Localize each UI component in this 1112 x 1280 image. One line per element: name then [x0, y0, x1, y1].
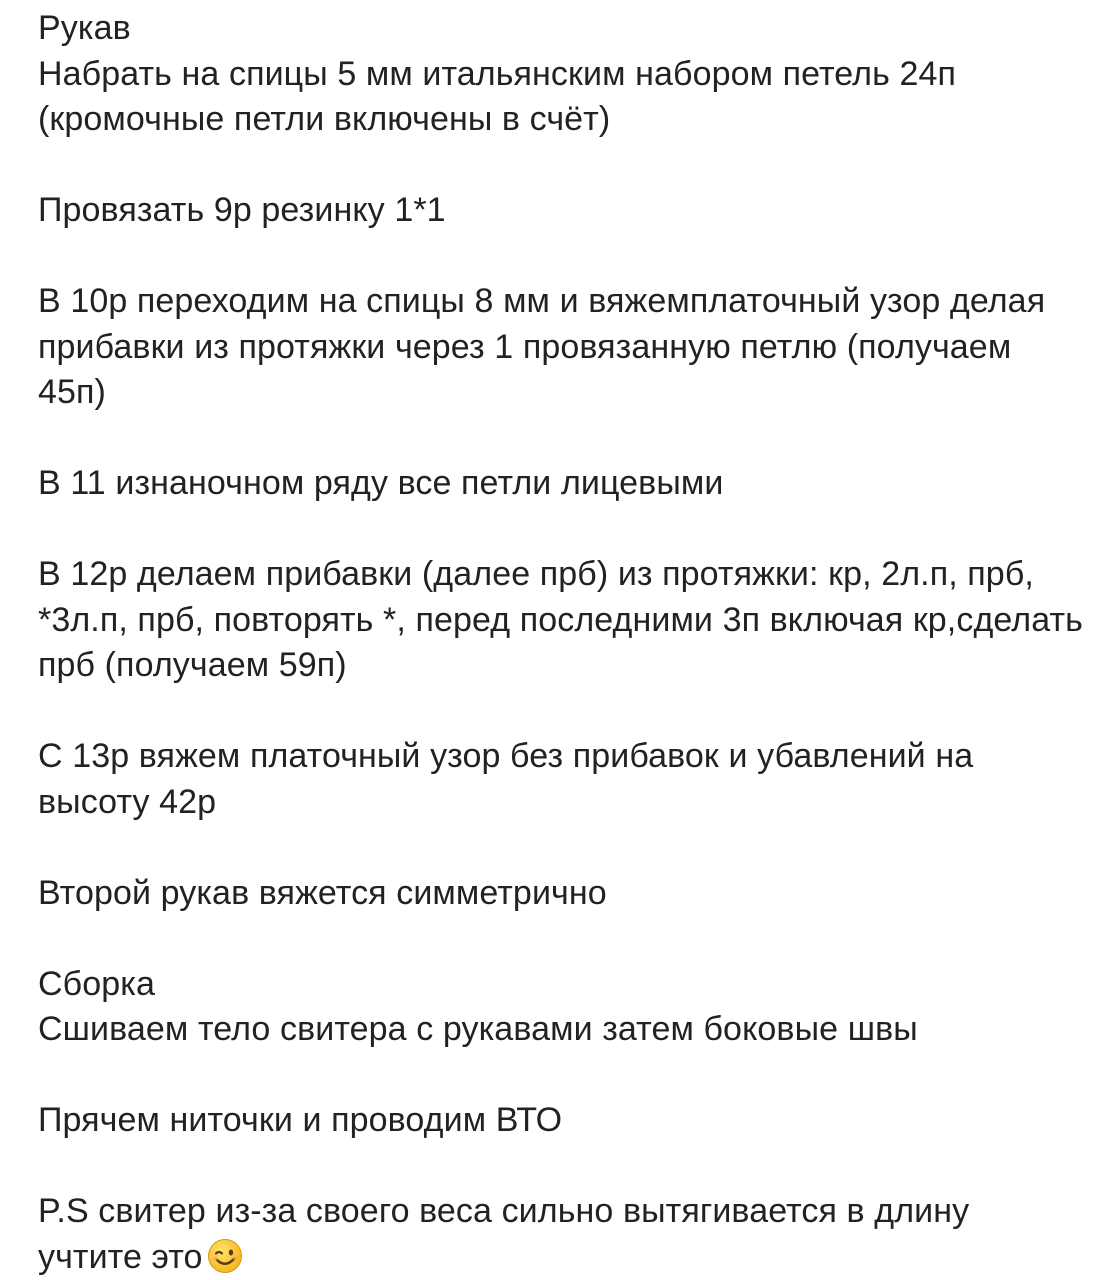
spacer	[38, 916, 1088, 962]
assembly-instruction: Сшиваем тело свитера с рукавами затем боковые швы	[38, 1010, 918, 1048]
assembly-heading: Сборка	[38, 964, 155, 1003]
spacer	[38, 1053, 1088, 1099]
cast-on-instruction: Набрать на спицы 5 мм итальянским набором петель 24п	[38, 54, 957, 93]
sleeve-heading: Рукав	[38, 9, 131, 47]
spacer	[38, 507, 1088, 553]
ps-note-line2	[38, 1235, 1088, 1280]
row13-instruction: С 13р вяжем платочный узор без прибавок и убавлений на высоту 42р	[38, 737, 974, 821]
spacer	[38, 689, 1088, 735]
finishing-instruction: Прячем ниточки и проводим ВТО	[38, 1101, 563, 1139]
cast-on-note: (кромочные петли включены в счёт)	[38, 100, 611, 138]
spacer	[38, 825, 1088, 871]
ps-note-text: учтите это	[38, 1237, 203, 1276]
row11-instruction: В 11 изнаночном ряду все петли лицевыми	[38, 464, 724, 502]
row12-instruction: В 12р делаем прибавки (далее прб) из протяжки: кр, 2л.п, прб, *3л.п, прб, повторять *, перед последними 3п включая кр,сделать прб (получаем 59п)	[38, 555, 1083, 684]
second-sleeve-instruction: Второй рукав вяжется симметрично	[38, 873, 607, 912]
winking-face-icon	[207, 1238, 243, 1274]
document-body	[38, 6, 1088, 1280]
ribbing-instruction: Провязать 9р резинку 1*1	[38, 191, 446, 229]
ps-note-line1: P.S свитер из-за своего веса сильно вытягивается в длину	[38, 1192, 970, 1230]
spacer	[38, 1144, 1088, 1190]
spacer	[38, 143, 1088, 189]
row10-instruction: В 10р переходим на спицы 8 мм и вяжемплаточный узор делая прибавки из протяжки через 1 провязанную петлю (получаем 45п)	[38, 282, 1046, 411]
spacer	[38, 416, 1088, 462]
spacer	[38, 234, 1088, 280]
